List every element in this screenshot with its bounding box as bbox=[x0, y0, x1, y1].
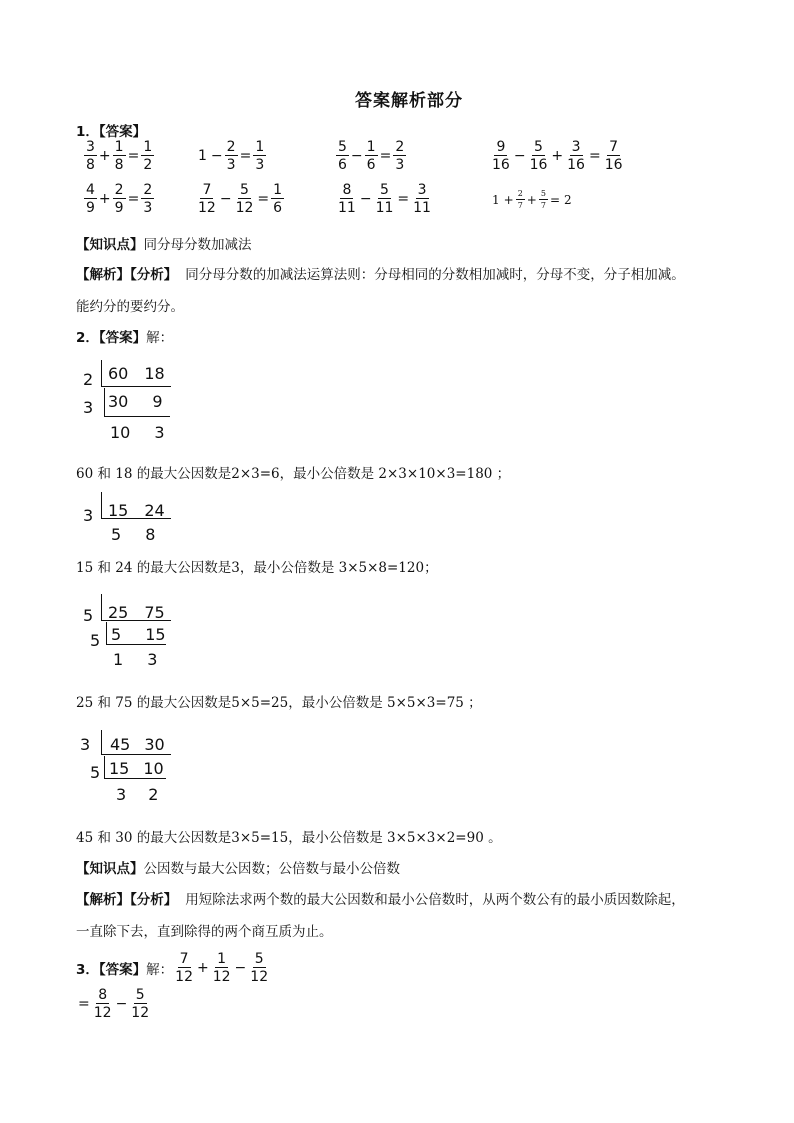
q1-eq-3 bbox=[336, 140, 406, 172]
fraction-denominator: 16 bbox=[529, 157, 548, 173]
equation-operator: = bbox=[78, 996, 90, 1012]
fraction bbox=[129, 988, 151, 1020]
fraction bbox=[603, 140, 625, 172]
fraction bbox=[365, 140, 378, 172]
fraction-denominator: 3 bbox=[395, 157, 405, 173]
q1-eq-1 bbox=[84, 140, 154, 172]
fraction-denominator: 3 bbox=[143, 200, 153, 216]
fraction-numerator: 2 bbox=[114, 182, 124, 198]
q2-answer bbox=[76, 326, 173, 346]
ladder-row: 5 8 bbox=[111, 525, 156, 544]
q3-expression bbox=[173, 952, 270, 984]
ladder-vline bbox=[104, 388, 105, 416]
fraction-numerator: 7 bbox=[179, 951, 189, 967]
fraction-denominator: 6 bbox=[273, 200, 283, 216]
ladder-vline bbox=[106, 622, 107, 644]
fraction-numerator: 2 bbox=[395, 139, 405, 155]
ladder-hline bbox=[101, 754, 171, 755]
equation-operator: + bbox=[98, 191, 111, 207]
fraction-denominator: 12 bbox=[212, 969, 231, 985]
ladder-row: 60 18 bbox=[108, 364, 165, 383]
fraction bbox=[528, 140, 550, 172]
fraction-denominator: 6 bbox=[338, 157, 347, 173]
ladder-divisor: 2 bbox=[83, 370, 94, 389]
fraction-denominator: 12 bbox=[198, 200, 216, 216]
fraction-numerator: 5 bbox=[135, 987, 145, 1003]
equation-operator: + bbox=[551, 148, 564, 164]
short-division-ladder-1 bbox=[80, 358, 180, 448]
q3-intro: 解： bbox=[146, 962, 174, 978]
equation-operator: − bbox=[210, 148, 223, 164]
fraction-denominator: 8 bbox=[86, 157, 95, 173]
short-division-ladder-2 bbox=[80, 492, 180, 542]
analysis-label: 【解析】【分析】 bbox=[76, 267, 178, 283]
ladder-hline bbox=[101, 386, 171, 387]
equation-operator: − bbox=[234, 960, 247, 976]
fraction bbox=[173, 952, 195, 984]
q1-eq-4 bbox=[490, 140, 625, 172]
equation-operator: + bbox=[98, 148, 111, 164]
q1-eq-2 bbox=[196, 140, 266, 172]
equation-number: 2 bbox=[564, 193, 572, 207]
fraction-numerator: 9 bbox=[496, 139, 506, 155]
ladder-hline bbox=[104, 778, 166, 779]
ladder-divisor: 5 bbox=[90, 631, 101, 650]
fraction-numerator: 2 bbox=[226, 139, 236, 155]
ladder-divisor: 3 bbox=[83, 506, 94, 525]
fraction bbox=[411, 183, 433, 215]
q2-intro: 解： bbox=[146, 330, 174, 346]
equation-operator: = bbox=[257, 191, 270, 207]
fraction-numerator: 5 bbox=[254, 951, 264, 967]
q1-eq-6 bbox=[196, 183, 284, 215]
fraction bbox=[196, 183, 218, 215]
ladder-row: 15 10 bbox=[109, 759, 164, 778]
equation-operator: = bbox=[549, 193, 561, 207]
short-division-ladder-3 bbox=[80, 594, 180, 669]
ladder-row: 5 15 bbox=[111, 625, 166, 644]
fraction-denominator: 2 bbox=[143, 157, 153, 173]
q1-analysis bbox=[76, 263, 685, 283]
ladder-hline bbox=[104, 416, 170, 417]
q3-answer bbox=[76, 952, 270, 984]
q2-answer-label: 2．【答案】 bbox=[76, 330, 147, 346]
fraction-numerator: 8 bbox=[342, 182, 352, 198]
fraction-denominator: 12 bbox=[235, 200, 254, 216]
ladder-row: 25 75 bbox=[108, 603, 165, 622]
fraction-denominator: 12 bbox=[250, 969, 269, 985]
q1-answer-label: 1．【答案】 bbox=[76, 124, 147, 140]
q2-analysis bbox=[76, 888, 685, 908]
analysis-label: 【解析】【分析】 bbox=[76, 892, 178, 908]
fraction-denominator: 12 bbox=[131, 1005, 150, 1021]
q1-eq-8 bbox=[490, 190, 574, 210]
q1-eq-7 bbox=[336, 183, 433, 215]
q2-result-3: 25 和 75 的最大公因数是5×5=25，最小公倍数是 5×5×3=75 ； bbox=[76, 695, 482, 711]
fraction-numerator: 3 bbox=[571, 139, 581, 155]
fraction bbox=[336, 140, 349, 172]
fraction-numerator: 7 bbox=[202, 182, 212, 198]
fraction bbox=[374, 183, 396, 215]
fraction bbox=[141, 183, 154, 215]
equation-operator: = bbox=[379, 148, 392, 164]
fraction-denominator: 7 bbox=[540, 201, 546, 210]
ladder-row: 10 3 bbox=[110, 423, 165, 442]
fraction bbox=[490, 140, 512, 172]
fraction-denominator: 9 bbox=[86, 200, 95, 216]
fraction bbox=[84, 183, 97, 215]
analysis-text-1: 同分母分数的加减法运算法则：分母相同的分数相加减时，分母不变，分子相加减。 bbox=[185, 267, 685, 283]
fraction-denominator: 9 bbox=[114, 200, 124, 216]
ladder-divisor: 3 bbox=[80, 735, 91, 754]
equation-operator: − bbox=[513, 148, 526, 164]
fraction-denominator: 16 bbox=[604, 157, 623, 173]
fraction-denominator: 7 bbox=[517, 201, 523, 210]
fraction-numerator: 5 bbox=[338, 139, 347, 155]
ladder-row: 30 9 bbox=[108, 392, 163, 411]
equation-operator: − bbox=[350, 148, 363, 164]
ladder-divisor: 3 bbox=[83, 398, 94, 417]
equation-operator: − bbox=[115, 996, 128, 1012]
fraction bbox=[84, 140, 97, 172]
ladder-vline bbox=[101, 730, 102, 754]
fraction bbox=[393, 140, 406, 172]
fraction-numerator: 1 bbox=[114, 139, 124, 155]
equation-number: 1 bbox=[492, 193, 500, 207]
fraction bbox=[113, 183, 126, 215]
fraction-denominator: 12 bbox=[93, 1005, 112, 1021]
ladder-divisor: 5 bbox=[83, 606, 94, 625]
fraction-denominator: 11 bbox=[338, 200, 356, 216]
knowledge-label: 【知识点】 bbox=[76, 861, 144, 877]
knowledge-text: 公因数与最大公因数；公倍数与最小公倍数 bbox=[143, 861, 400, 877]
ladder-vline bbox=[104, 756, 105, 778]
equation-operator: = bbox=[127, 191, 140, 207]
fraction bbox=[92, 988, 114, 1020]
fraction-denominator: 11 bbox=[413, 200, 431, 216]
fraction-denominator: 16 bbox=[492, 157, 510, 173]
knowledge-text: 同分母分数加减法 bbox=[143, 237, 252, 253]
fraction bbox=[234, 183, 256, 215]
fraction-numerator: 5 bbox=[240, 182, 249, 198]
short-division-ladder-4 bbox=[80, 730, 180, 805]
ladder-hline bbox=[101, 620, 171, 621]
page-title: 答案解析部分 bbox=[355, 91, 463, 111]
fraction-denominator: 3 bbox=[226, 157, 236, 173]
q1-analysis-line2: 能约分的要约分。 bbox=[76, 299, 184, 315]
fraction bbox=[539, 190, 548, 210]
fraction-denominator: 6 bbox=[366, 157, 376, 173]
q2-analysis-line2: 一直除下去，直到除得的两个商互质为止。 bbox=[76, 924, 333, 940]
equation-operator: = bbox=[239, 148, 252, 164]
q1-eq-5 bbox=[84, 183, 154, 215]
ladder-row: 15 24 bbox=[108, 501, 165, 520]
fraction-numerator: 4 bbox=[86, 182, 95, 198]
fraction-numerator: 1 bbox=[143, 139, 153, 155]
fraction-numerator: 2 bbox=[143, 182, 153, 198]
q2-result-2: 15 和 24 的最大公因数是3，最小公倍数是 3×5×8=120； bbox=[76, 560, 438, 576]
fraction-numerator: 5 bbox=[540, 189, 546, 198]
ladder-divisor: 5 bbox=[90, 763, 101, 782]
fraction bbox=[211, 952, 233, 984]
equation-operator: + bbox=[196, 960, 209, 976]
fraction bbox=[253, 140, 266, 172]
fraction-numerator: 1 bbox=[255, 139, 265, 155]
fraction bbox=[113, 140, 126, 172]
fraction bbox=[516, 190, 525, 210]
fraction-denominator: 12 bbox=[175, 969, 193, 985]
fraction bbox=[336, 183, 358, 215]
ladder-vline bbox=[101, 360, 102, 386]
q2-result-4: 45 和 30 的最大公因数是3×5=15，最小公倍数是 3×5×3×2=90 。 bbox=[76, 830, 502, 846]
fraction-numerator: 8 bbox=[98, 987, 108, 1003]
equation-operator: − bbox=[219, 191, 232, 207]
q2-knowledge bbox=[76, 857, 400, 877]
q3-answer-label: 3．【答案】 bbox=[76, 962, 147, 978]
fraction-numerator: 1 bbox=[366, 139, 376, 155]
fraction-numerator: 3 bbox=[417, 182, 427, 198]
ladder-hline bbox=[101, 518, 171, 519]
knowledge-label: 【知识点】 bbox=[76, 237, 144, 253]
fraction bbox=[565, 140, 587, 172]
fraction-numerator: 1 bbox=[273, 182, 283, 198]
equation-operator: = bbox=[127, 148, 140, 164]
fraction bbox=[141, 140, 154, 172]
ladder-vline bbox=[101, 594, 102, 620]
fraction bbox=[271, 183, 284, 215]
ladder-hline bbox=[106, 644, 166, 645]
fraction-denominator: 8 bbox=[114, 157, 124, 173]
ladder-row: 3 2 bbox=[116, 785, 159, 804]
equation-number: 1 bbox=[198, 148, 207, 164]
equation-operator: = bbox=[588, 148, 601, 164]
equation-operator: − bbox=[359, 191, 372, 207]
ladder-row: 1 3 bbox=[113, 650, 158, 669]
equation-operator: = bbox=[397, 191, 410, 207]
fraction-numerator: 5 bbox=[380, 182, 389, 198]
q3-step-1 bbox=[76, 988, 151, 1020]
fraction-numerator: 3 bbox=[86, 139, 95, 155]
ladder-vline bbox=[101, 492, 102, 518]
ladder-row: 45 30 bbox=[110, 735, 165, 754]
fraction bbox=[248, 952, 270, 984]
equation-operator: + bbox=[526, 193, 537, 207]
fraction-numerator: 2 bbox=[517, 189, 523, 198]
fraction-denominator: 16 bbox=[567, 157, 585, 173]
fraction bbox=[225, 140, 238, 172]
analysis-text-1: 用短除法求两个数的最大公因数和最小公倍数时，从两个数公有的最小质因数除起， bbox=[185, 892, 685, 908]
q2-result-1: 60 和 18 的最大公因数是2×3=6，最小公倍数是 2×3×10×3=180 ； bbox=[76, 466, 511, 482]
fraction-numerator: 1 bbox=[217, 951, 227, 967]
fraction-numerator: 5 bbox=[534, 139, 543, 155]
fraction-denominator: 11 bbox=[375, 200, 394, 216]
q1-knowledge bbox=[76, 233, 252, 253]
fraction-numerator: 7 bbox=[609, 139, 619, 155]
equation-operator: + bbox=[503, 193, 514, 207]
fraction-denominator: 3 bbox=[255, 157, 265, 173]
